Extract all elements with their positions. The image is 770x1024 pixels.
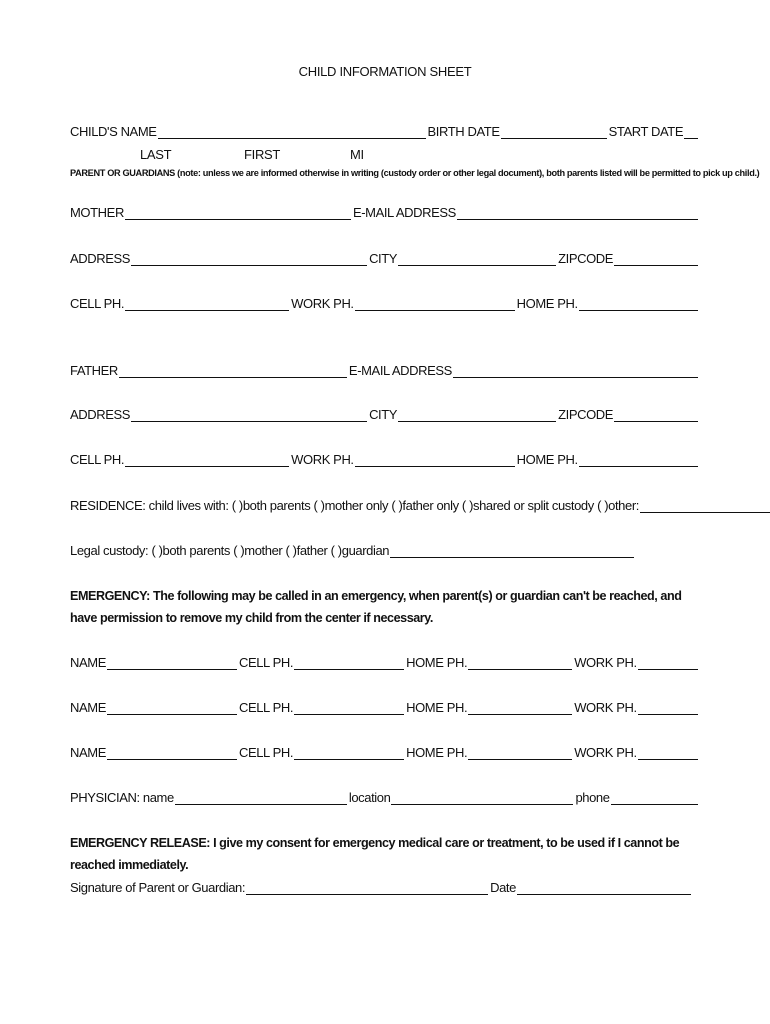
mother-address-label: ADDRESS bbox=[70, 251, 131, 266]
contact-home-field[interactable] bbox=[468, 746, 572, 760]
mother-label: MOTHER bbox=[70, 205, 124, 220]
father-zip-field[interactable] bbox=[614, 408, 698, 422]
father-address-row bbox=[70, 407, 700, 422]
contact-work-label: WORK PH. bbox=[574, 745, 637, 760]
first-name-caption: FIRST bbox=[244, 147, 281, 162]
emergency-release-text: EMERGENCY RELEASE: I give my consent for emergency medical care or treatment, to be used if I cannot be reached immediately. bbox=[70, 836, 680, 872]
start-date-field[interactable] bbox=[684, 125, 698, 139]
legal-custody-label: Legal custody: ( )both parents ( )mother ( )father ( )guardian bbox=[70, 543, 390, 558]
contact-work-field[interactable] bbox=[638, 746, 698, 760]
father-work-field[interactable] bbox=[355, 453, 515, 467]
date-field[interactable] bbox=[517, 881, 691, 895]
father-email-field[interactable] bbox=[453, 364, 698, 378]
guardian-field[interactable] bbox=[390, 544, 634, 558]
last-name-caption: LAST bbox=[140, 147, 172, 162]
contact-work-field[interactable] bbox=[638, 701, 698, 715]
mother-zip-field[interactable] bbox=[614, 252, 698, 266]
physician-row bbox=[70, 790, 700, 805]
emergency-instructions: EMERGENCY: The following may be called in an emergency, when parent(s) or guardian can't be reached, and have permission to remove my child from the center if necessary. bbox=[70, 589, 682, 625]
father-home-field[interactable] bbox=[579, 453, 698, 467]
contact-work-label: WORK PH. bbox=[574, 700, 637, 715]
physician-phone-label: phone bbox=[575, 790, 610, 805]
form-title: CHILD INFORMATION SHEET bbox=[298, 64, 472, 79]
emergency-contact-row bbox=[70, 700, 700, 715]
legal-custody-row bbox=[70, 543, 700, 558]
contact-work-field[interactable] bbox=[638, 656, 698, 670]
mother-phone-row bbox=[70, 296, 700, 311]
father-work-label: WORK PH. bbox=[291, 452, 354, 467]
father-phone-row bbox=[70, 452, 700, 467]
residence-label: RESIDENCE: child lives with: ( )both parents ( )mother only ( )father only ( )shared or split custody ( )other: bbox=[70, 498, 639, 513]
father-row bbox=[70, 363, 700, 378]
physician-name-label: PHYSICIAN: name bbox=[70, 790, 174, 805]
contact-home-field[interactable] bbox=[468, 701, 572, 715]
parent-guardian-note: PARENT OR GUARDIANS (note: unless we are informed otherwise in writing (custody order or other legal document), both parents listed will be permitted to pick up child.) bbox=[70, 168, 760, 178]
child-name-label: CHILD'S NAME bbox=[70, 124, 157, 139]
contact-home-label: HOME PH. bbox=[406, 655, 468, 670]
father-address-field[interactable] bbox=[131, 408, 367, 422]
father-address-label: ADDRESS bbox=[70, 407, 131, 422]
mother-cell-field[interactable] bbox=[125, 297, 289, 311]
mother-work-label: WORK PH. bbox=[291, 296, 354, 311]
mother-work-field[interactable] bbox=[355, 297, 515, 311]
emergency-contact-row bbox=[70, 745, 700, 760]
mother-row bbox=[70, 205, 700, 220]
emergency-contact-row bbox=[70, 655, 700, 670]
physician-phone-field[interactable] bbox=[611, 791, 698, 805]
physician-location-field[interactable] bbox=[391, 791, 573, 805]
mother-city-field[interactable] bbox=[398, 252, 556, 266]
mother-home-field[interactable] bbox=[579, 297, 698, 311]
father-label: FATHER bbox=[70, 363, 118, 378]
contact-cell-label: CELL PH. bbox=[238, 745, 294, 760]
middle-initial-caption: MI bbox=[350, 147, 364, 162]
contact-name-label: NAME bbox=[70, 745, 106, 760]
mother-name-field[interactable] bbox=[125, 206, 351, 220]
contact-name-field[interactable] bbox=[107, 701, 237, 715]
child-name-row bbox=[70, 124, 700, 139]
physician-name-field[interactable] bbox=[175, 791, 347, 805]
mother-zip-label: ZIPCODE bbox=[558, 251, 614, 266]
father-zip-label: ZIPCODE bbox=[558, 407, 614, 422]
contact-name-field[interactable] bbox=[107, 656, 237, 670]
contact-cell-field[interactable] bbox=[294, 656, 404, 670]
mother-city-label: CITY bbox=[369, 251, 398, 266]
mother-address-row bbox=[70, 251, 700, 266]
date-label: Date bbox=[490, 880, 516, 895]
father-cell-label: CELL PH. bbox=[70, 452, 125, 467]
contact-home-label: HOME PH. bbox=[406, 745, 468, 760]
contact-work-label: WORK PH. bbox=[574, 655, 637, 670]
father-city-field[interactable] bbox=[398, 408, 556, 422]
father-email-label: E-MAIL ADDRESS bbox=[348, 363, 452, 378]
contact-cell-field[interactable] bbox=[294, 746, 404, 760]
father-city-label: CITY bbox=[369, 407, 398, 422]
contact-name-label: NAME bbox=[70, 700, 106, 715]
mother-email-field[interactable] bbox=[457, 206, 698, 220]
father-name-field[interactable] bbox=[119, 364, 347, 378]
contact-name-field[interactable] bbox=[107, 746, 237, 760]
signature-label: Signature of Parent or Guardian: bbox=[70, 880, 246, 895]
contact-cell-label: CELL PH. bbox=[238, 655, 294, 670]
birth-date-field[interactable] bbox=[501, 125, 607, 139]
signature-row bbox=[70, 880, 700, 895]
birth-date-label: BIRTH DATE bbox=[427, 124, 500, 139]
residence-other-field[interactable] bbox=[640, 499, 770, 513]
start-date-label: START DATE bbox=[608, 124, 684, 139]
contact-name-label: NAME bbox=[70, 655, 106, 670]
contact-home-field[interactable] bbox=[468, 656, 572, 670]
mother-email-label: E-MAIL ADDRESS bbox=[352, 205, 456, 220]
contact-cell-label: CELL PH. bbox=[238, 700, 294, 715]
residence-row bbox=[70, 498, 700, 513]
child-name-field[interactable] bbox=[158, 125, 426, 139]
contact-home-label: HOME PH. bbox=[406, 700, 468, 715]
signature-field[interactable] bbox=[246, 881, 488, 895]
mother-cell-label: CELL PH. bbox=[70, 296, 125, 311]
father-home-label: HOME PH. bbox=[516, 452, 578, 467]
contact-cell-field[interactable] bbox=[294, 701, 404, 715]
mother-home-label: HOME PH. bbox=[516, 296, 578, 311]
father-cell-field[interactable] bbox=[125, 453, 289, 467]
physician-location-label: location bbox=[348, 790, 391, 805]
mother-address-field[interactable] bbox=[131, 252, 367, 266]
